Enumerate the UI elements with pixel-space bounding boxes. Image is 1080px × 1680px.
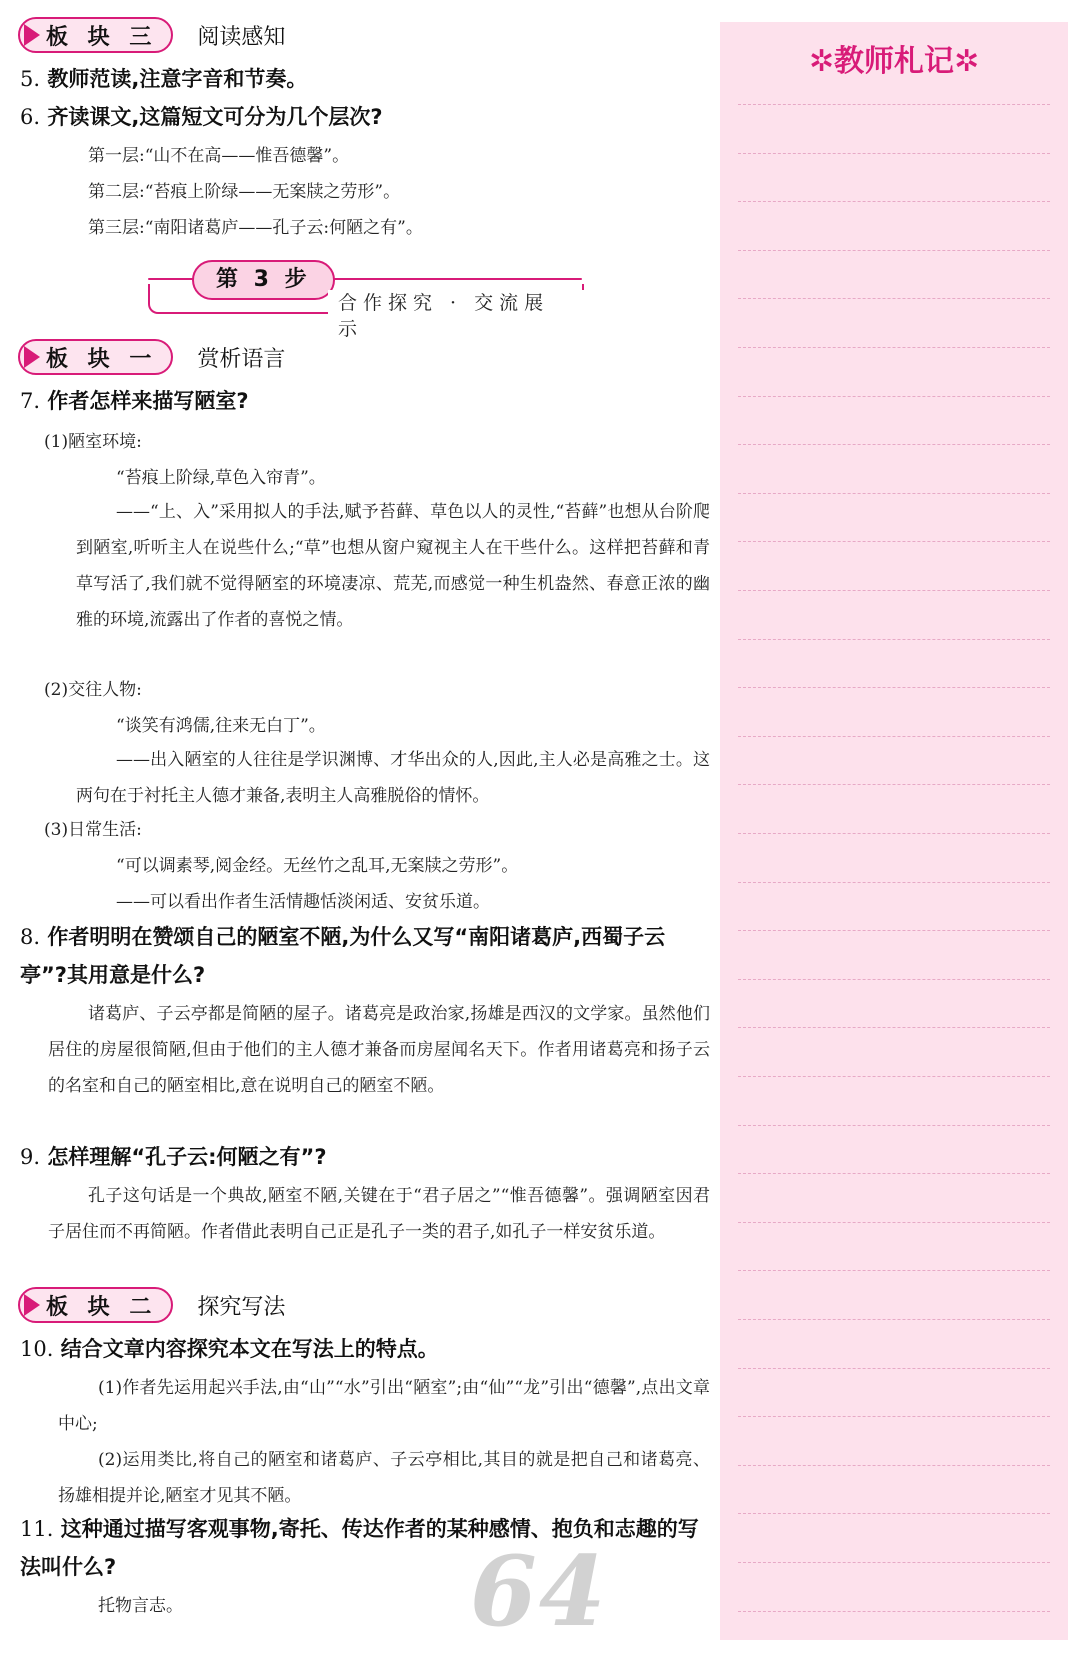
note-line (738, 590, 1050, 591)
note-line (738, 1076, 1050, 1077)
question-number: 7. (20, 389, 41, 413)
notes-title-text: 教师札记 (834, 44, 954, 79)
question-10 (20, 1330, 710, 1368)
notes-title (720, 36, 1068, 80)
note-line (738, 104, 1050, 105)
note-line (738, 979, 1050, 980)
answer: 诸葛庐、子云亭都是简陋的屋子。诸葛亮是政治家,扬雄是西汉的文学家。虽然他们居住的房屋很简陋,但由于他们的主人德才兼备而房屋闻名天下。作者用诸葛亮和扬子云的名室和自己的陋室相比,意在说明自己的陋室不陋。 (48, 1004, 710, 1096)
block-title: 探究写法 (197, 1294, 286, 1320)
answer: (2)运用类比,将自己的陋室和诸葛庐、子云亭相比,其目的就是把自己和诸葛亮、扬雄相提并论,陋室才见其不陋。 (58, 1450, 710, 1506)
question-text: 作者明明在赞颂自己的陋室不陋,为什么又写“南阳诸葛庐,西蜀子云亭”?其用意是什么? (20, 925, 666, 987)
section-header-block-2 (18, 1286, 285, 1324)
question-number: 11. (20, 1517, 54, 1541)
question-7 (20, 382, 710, 420)
note-line (738, 396, 1050, 397)
quote: “苔痕上阶绿,草色入帘青”。 (116, 468, 326, 488)
answer-line: 第一层:“山不在高——惟吾德馨”。 (88, 146, 350, 166)
block-label: 板 块 二 (46, 1294, 158, 1320)
answer: 托物言志。 (98, 1596, 183, 1616)
flower-star-icon: ✲ (808, 44, 834, 79)
block-title: 阅读感知 (197, 24, 286, 50)
note-line (738, 201, 1050, 202)
question-text: 作者怎样来描写陋室? (47, 389, 249, 413)
block-tag (18, 339, 173, 375)
paragraph: ——出入陋室的人往往是学识渊博、才华出众的人,因此,主人必是高雅之士。这两句在于衬托主人德才兼备,表明主人高雅脱俗的情怀。 (76, 750, 710, 806)
section-header-block-3 (18, 16, 285, 54)
note-line (738, 1222, 1050, 1223)
flower-star-icon: ✲ (954, 44, 980, 79)
note-line (738, 1027, 1050, 1028)
question-5 (20, 60, 710, 98)
note-line (738, 153, 1050, 154)
paragraph: ——可以看出作者生活情趣恬淡闲适、安贫乐道。 (116, 892, 490, 912)
teacher-notes-panel (720, 22, 1068, 1640)
quote: “谈笑有鸿儒,往来无白丁”。 (116, 716, 326, 736)
note-line (738, 1465, 1050, 1466)
note-line (738, 1416, 1050, 1417)
note-line (738, 1611, 1050, 1612)
block-label: 板 块 一 (46, 346, 158, 372)
note-line (738, 639, 1050, 640)
step-subtitle: 合作探究 · 交流展示 (328, 290, 584, 342)
question-number: 5. (20, 67, 41, 91)
note-line (738, 1368, 1050, 1369)
question-9 (20, 1138, 710, 1176)
question-8 (20, 918, 710, 994)
question-text: 这种通过描写客观事物,寄托、传达作者的某种感情、抱负和志趣的写法叫什么? (20, 1517, 699, 1579)
subheading: (1)陋室环境: (44, 432, 142, 452)
note-line (738, 444, 1050, 445)
question-text: 齐读课文,这篇短文可分为几个层次? (47, 105, 383, 129)
block-title: 赏析语言 (197, 346, 286, 372)
step-banner (148, 258, 584, 340)
question-number: 8. (20, 925, 41, 949)
paragraph: ——“上、入”采用拟人的手法,赋予苔藓、草色以人的灵性,“苔藓”也想从台阶爬到陋室,听听主人在说些什么;“草”也想从窗户窥视主人在干些什么。这样把苔藓和青草写活了,我们就不觉得陋室的环境凄凉、荒芜,而感觉一种生机盎然、春意正浓的幽雅的环境,流露出了作者的喜悦之情。 (76, 502, 710, 630)
note-line (738, 930, 1050, 931)
note-line (738, 541, 1050, 542)
question-6 (20, 98, 710, 136)
question-number: 9. (20, 1145, 41, 1169)
question-text: 结合文章内容探究本文在写法上的特点。 (60, 1337, 439, 1361)
note-line (738, 250, 1050, 251)
block-tag (18, 17, 173, 53)
note-line (738, 493, 1050, 494)
step-label: 第 3 步 (192, 260, 335, 300)
note-line (738, 1513, 1050, 1514)
note-line (738, 1125, 1050, 1126)
answer: 孔子这句话是一个典故,陋室不陋,关键在于“君子居之”“惟吾德馨”。强调陋室因君子居住而不再简陋。作者借此表明自己正是孔子一类的君子,如孔子一样安贫乐道。 (48, 1186, 710, 1242)
note-line (738, 736, 1050, 737)
note-line (738, 1562, 1050, 1563)
note-line (738, 687, 1050, 688)
question-text: 怎样理解“孔子云:何陋之有”? (47, 1145, 327, 1169)
note-line (738, 1319, 1050, 1320)
subheading: (3)日常生活: (44, 820, 142, 840)
block-tag (18, 1287, 173, 1323)
question-text: 教师范读,注意字音和节奏。 (47, 67, 308, 91)
note-line (738, 784, 1050, 785)
note-line (738, 347, 1050, 348)
question-number: 10. (20, 1337, 54, 1361)
answer-line: 第二层:“苔痕上阶绿——无案牍之劳形”。 (88, 182, 401, 202)
quote: “可以调素琴,阅金经。无丝竹之乱耳,无案牍之劳形”。 (116, 856, 519, 876)
play-triangle-icon (24, 1294, 40, 1316)
section-header-block-1 (18, 338, 285, 376)
block-label: 板 块 三 (46, 24, 158, 50)
note-line (738, 298, 1050, 299)
play-triangle-icon (24, 346, 40, 368)
question-number: 6. (20, 105, 41, 129)
note-line (738, 1270, 1050, 1271)
play-triangle-icon (24, 24, 40, 46)
note-line (738, 833, 1050, 834)
answer-line: 第三层:“南阳诸葛庐——孔子云:何陋之有”。 (88, 218, 423, 238)
page-number: 64 (470, 1535, 608, 1648)
subheading: (2)交往人物: (44, 680, 142, 700)
note-line (738, 1173, 1050, 1174)
answer: (1)作者先运用起兴手法,由“山”“水”引出“陋室”;由“仙”“龙”引出“德馨”,点出文章中心; (58, 1378, 710, 1434)
note-line (738, 882, 1050, 883)
